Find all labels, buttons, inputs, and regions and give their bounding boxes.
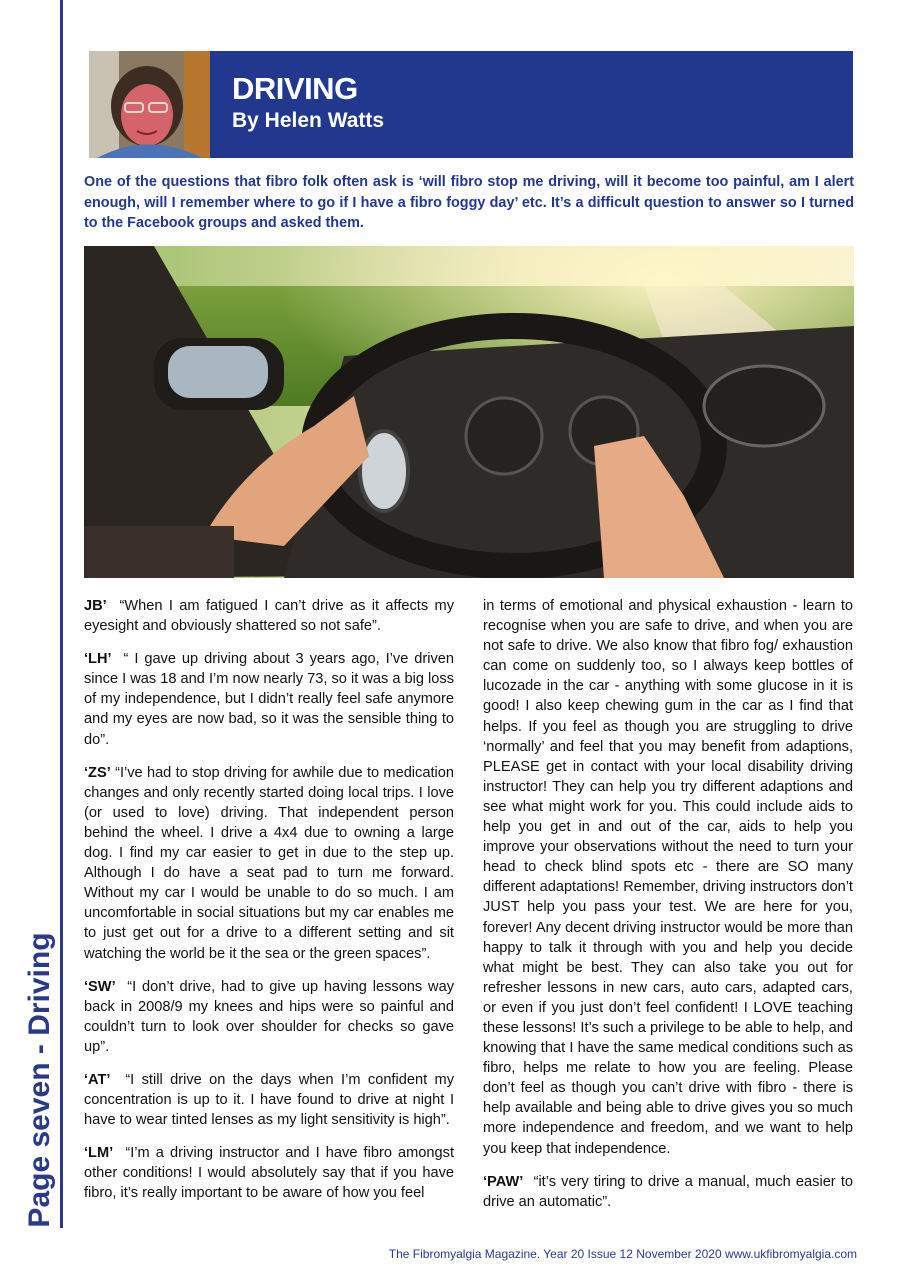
quote-sw (84, 977, 454, 1057)
quote-text: “I’ve had to stop driving for awhile due to medication changes and only recently started doing local trips. I love (or used to love) driving. That independent person behind the wheel. I drive a 4x4 due to owning a large dog. I find my car easier to get in due to the step up. Although I do have a seat pad to turn me forward. Without my car I would be unable to do so much. I am uncomfortable in social situations but my car enables me to just get out for a drive to a different setting and sit watching the world be it the sea or the green spaces”. (84, 764, 454, 962)
quote-initials: JB’ (84, 598, 107, 614)
quote-lm (84, 1143, 454, 1203)
quote-text: “When I am fatigued I can’t drive as it affects my eyesight and obviously shattered so not safe”. (84, 598, 455, 635)
article-byline: By Helen Watts (232, 109, 385, 132)
magazine-footer: The Fibromyalgia Magazine. Year 20 Issue 12 November 2020 www.ukfibromyalgia.com (388, 1247, 857, 1261)
quote-initials: ‘SW’ (84, 978, 116, 995)
quote-text: “it’s very tiring to drive a manual, much easier to drive an automatic”. (483, 1173, 853, 1210)
left-column (84, 596, 454, 1217)
quote-lm-continued: in terms of emotional and physical exhaustion - learn to recognise when you are safe to drive, and when you are not safe to drive. We also know that fibro fog/ exhaustion can come on suddenly too, so I always keep bottles of lucozade in the car - anything with some glucose in it is good! I also keep chewing gum in the car as I find that helps. If you feel as though you are struggling to drive ‘normally’ and feel that you may benefit from adaptions, PLEASE get in contact with your local disability driving instructor! They can help you try different adaptions and see what might work for you. This could include aids to help you get in and out of the car, aids to help you improve your observations without the need to turn your head to check blind spots etc - there are SO many different adaptations! Remember, driving instructors don’t JUST help you pass your test. We are here for you, forever! Any decent driving instructor would be more than happy to talk it through with you and help you decide what might be best. They can also take you out for refresher lessons in new cars, auto cars, adapted cars, or even if you just don’t feel confident! I LOVE teaching these lessons! It’s such a privilege to be able to help, and knowing that I have the same medical conditions such as fibro, helps me relate to how you are feeling. Please don’t feel as though you can’t drive with fibro - there is help available and being able to drive gives you so much more independence and freedom, and we want to help you keep that independence. (483, 598, 853, 1157)
quote-at (84, 1070, 454, 1130)
side-rule (60, 0, 63, 1228)
quote-jb (84, 596, 454, 636)
driving-photo (84, 246, 854, 578)
quote-text: “I’m a driving instructor and I have fibro amongst other conditions! I would absolutely say that if you have fibro, it’s really important to be aware of how you feel (84, 1145, 454, 1202)
quote-initials: ‘LM’ (84, 1145, 114, 1162)
quote-initials: ‘AT’ (84, 1071, 111, 1088)
quote-text: “I don’t drive, had to give up having lessons way back in 2008/9 my knees and hips were so painful and couldn’t turn to look over shoulder for checks so gave up”. (84, 978, 455, 1055)
quote-initials: ‘PAW’ (483, 1173, 524, 1190)
quote-paw (483, 1172, 853, 1212)
quote-lh (84, 649, 454, 749)
quote-initials: ‘ZS’ (84, 764, 111, 781)
quote-initials: ‘LH’ (84, 651, 112, 668)
right-column (483, 596, 853, 1225)
quote-text: “I still drive on the days when I’m confident my concentration is up to it. I have found to drive at night I have to wear tinted lenses as my light sensitivity is high”. (84, 1071, 454, 1129)
article-header (89, 51, 853, 158)
quote-text: “ I gave up driving about 3 years ago, I’ve driven since I was 18 and I’m now nearly 73, so it was a big loss of my independence, but I didn’t really feel safe anymore and my eyes are now bad, so it was the sensible thing to do”. (84, 651, 455, 748)
author-avatar (89, 51, 210, 158)
quote-zs (84, 763, 454, 964)
page-section-label: Page seven - Driving (23, 932, 56, 1228)
article-title: DRIVING (232, 71, 358, 106)
intro-paragraph: One of the questions that fibro folk often ask is ‘will fibro stop me driving, will it become too painful, am I alert enough, will I remember where to go if I have a fibro foggy day’ etc. It’s a difficult question to answer so I turned to the Facebook groups and asked them. (84, 174, 854, 231)
